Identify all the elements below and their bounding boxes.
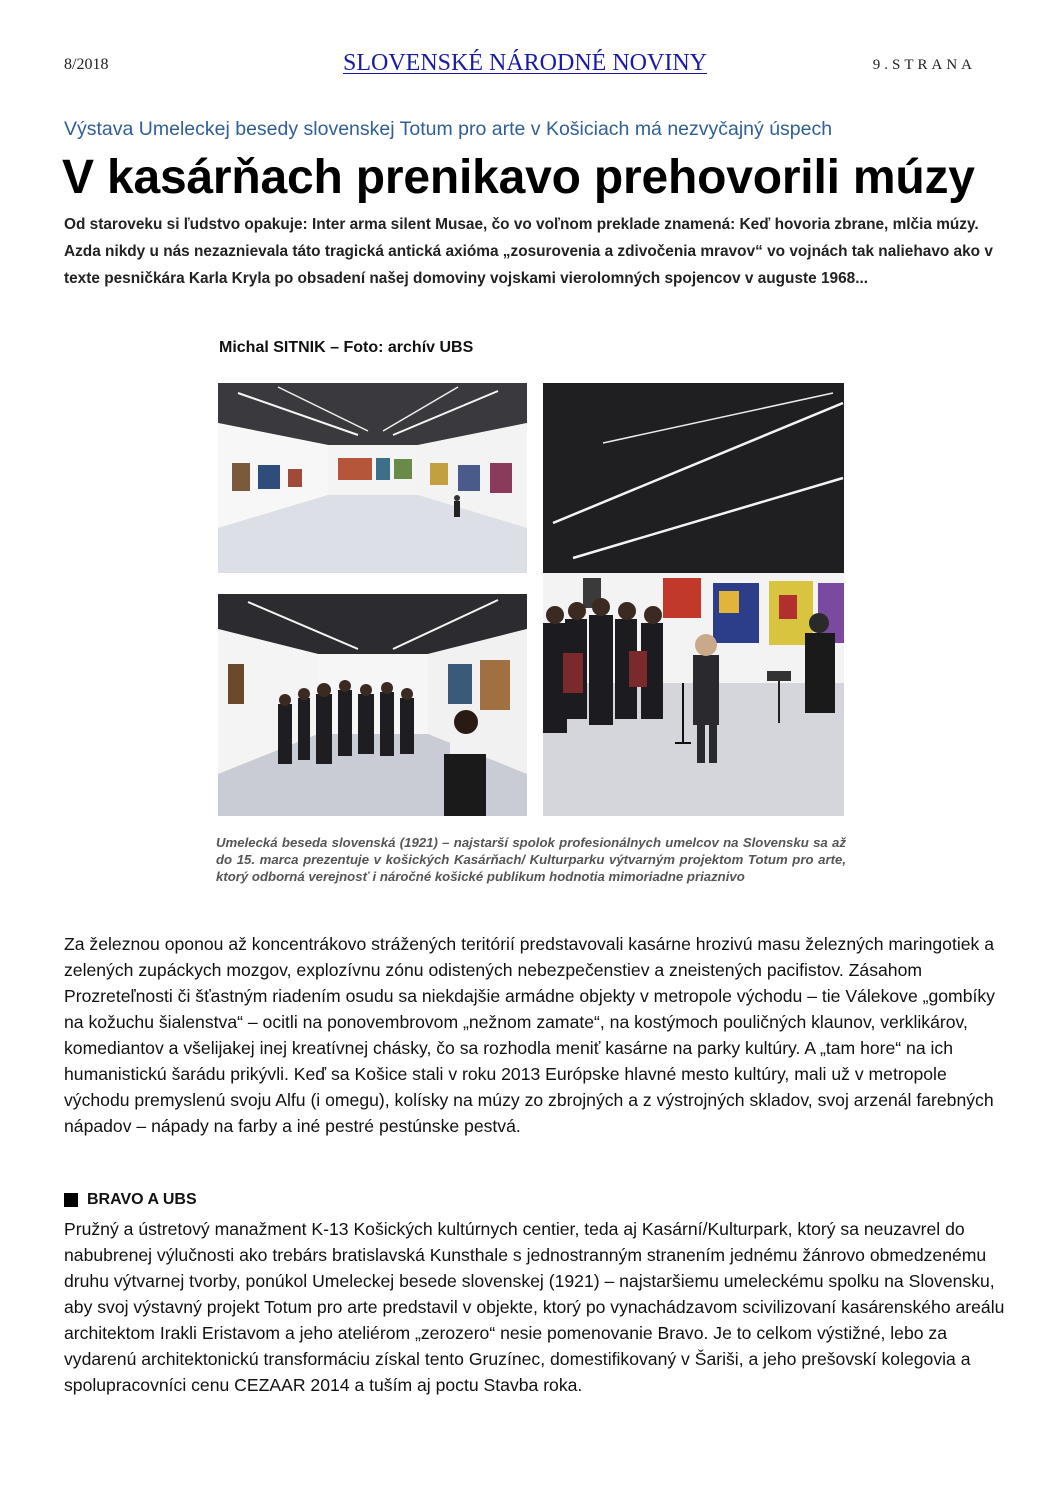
article-kicker: Výstava Umeleckej besedy slovenskej Totum pro arte v Košiciach má nezvyčajný úspech bbox=[64, 118, 833, 140]
issue-number: 8/2018 bbox=[64, 56, 109, 73]
square-bullet-icon bbox=[64, 1193, 78, 1207]
article-paragraph-1 bbox=[64, 931, 1009, 1139]
paragraph-text: Za železnou oponou až koncentrákovo strážených teritórií predstavovali kasárne hrozivú masu železných maringotiek a zelených zupáckych mozgov, explozívnu zónu odistených nebezpečenstiev a zneistených pacifistov. Zásahom Prozreteľnosti či šťastným riadením osudu sa niekdajšie armádne objekty v metropole východu – tie Válekove „gombíky na kožuchu šialenstva“ – ocitli na ponovembrovom „nežnom zamate“, na kostýmoch pouličných klaunov, verklikárov, komediantov a všelijakej inej kreatívnej chásky, čo sa rozhodla meniť kasárne na parky kultúry. A „tam hore“ na ich humanistickú šarádu prikývli. Keď sa Košice stali v roku 2013 Európske hlavné mesto kultúry, mali už v metropole východu premyslenú svoju Alfu (i omegu), kolísky na múzy zo zbrojných a z výstrojných skladov, svoj arzenál farebných nápadov – nápady na farby a iné pestré pestúnske pestvá. bbox=[64, 934, 995, 1136]
opening-speech-photo bbox=[543, 383, 844, 816]
page-number: 9.STRANA bbox=[872, 57, 976, 73]
paragraph-text: Pružný a ústretový manažment K-13 Košických kultúrnych centier, teda aj Kasární/Kulturpark, ktorý sa neuzavrel do nabubrenej výlučnosti ako trebárs bratislavská Kunsthale s jednostranným stranením jednému žánrovo obmedzenému druhu výtvarnej tvorby, ponúkol Umeleckej besede slovenskej (1921) – najstaršiemu umeleckému spolku na Slovensku, aby svoj výstavný projekt Totum pro arte predstavil v objekte, ktorý po vynachádzavom scivilizovaní kasárenského areálu architektom Irakli Eristavom a jeho ateliérom „zerozero“ nesie pomenovanie Bravo. Je to celkom výstižné, lebo za vydarenú architektonickú transformáciu získal tento Gruzínec, domestifikovaný v Šariši, a jeho prešovskí kolegovia a spolupracovníci cenu CEZAAR 2014 a tuším aj poctu Stavba roka. bbox=[64, 1219, 1005, 1395]
section-heading-text: BRAVO A UBS bbox=[87, 1191, 197, 1208]
article-headline: V kasárňach prenikavo prehovorili múzy bbox=[62, 151, 975, 204]
photo-caption: Umelecká beseda slovenská (1921) – najstarší spolok profesionálnych umelcov na Slovensku sa až do 15. marca prezentuje v košických Kasárňach/ Kulturparku výtvarným projektom Totum pro arte, ktorý odborná verejnosť i náročné košické publikum hodnotia mimoriadne priaznivo bbox=[216, 835, 846, 884]
section-heading bbox=[64, 1191, 197, 1209]
newspaper-title-link[interactable]: SLOVENSKÉ NÁRODNÉ NOVINY bbox=[343, 50, 707, 76]
article-byline: Michal SITNIK – Foto: archív UBS bbox=[219, 339, 474, 356]
crowd-corridor-photo bbox=[218, 594, 527, 816]
article-paragraph-2 bbox=[64, 1216, 1009, 1398]
gallery-interior-photo bbox=[218, 383, 527, 573]
article-lead: Od staroveku si ľudstvo opakuje: Inter arma silent Musae, čo vo voľnom preklade znamená: Keď hovoria zbrane, mlčia múzy. Azda nikdy u nás nezaznievala táto tragická antická axióma „zosurovenia a zdivočenia mravov“ vo vojnách tak naliehavo ako v texte pesničkára Karla Kryla po obsadení našej domoviny vojskami vierolomných spojencov v auguste 1968... bbox=[64, 216, 993, 287]
